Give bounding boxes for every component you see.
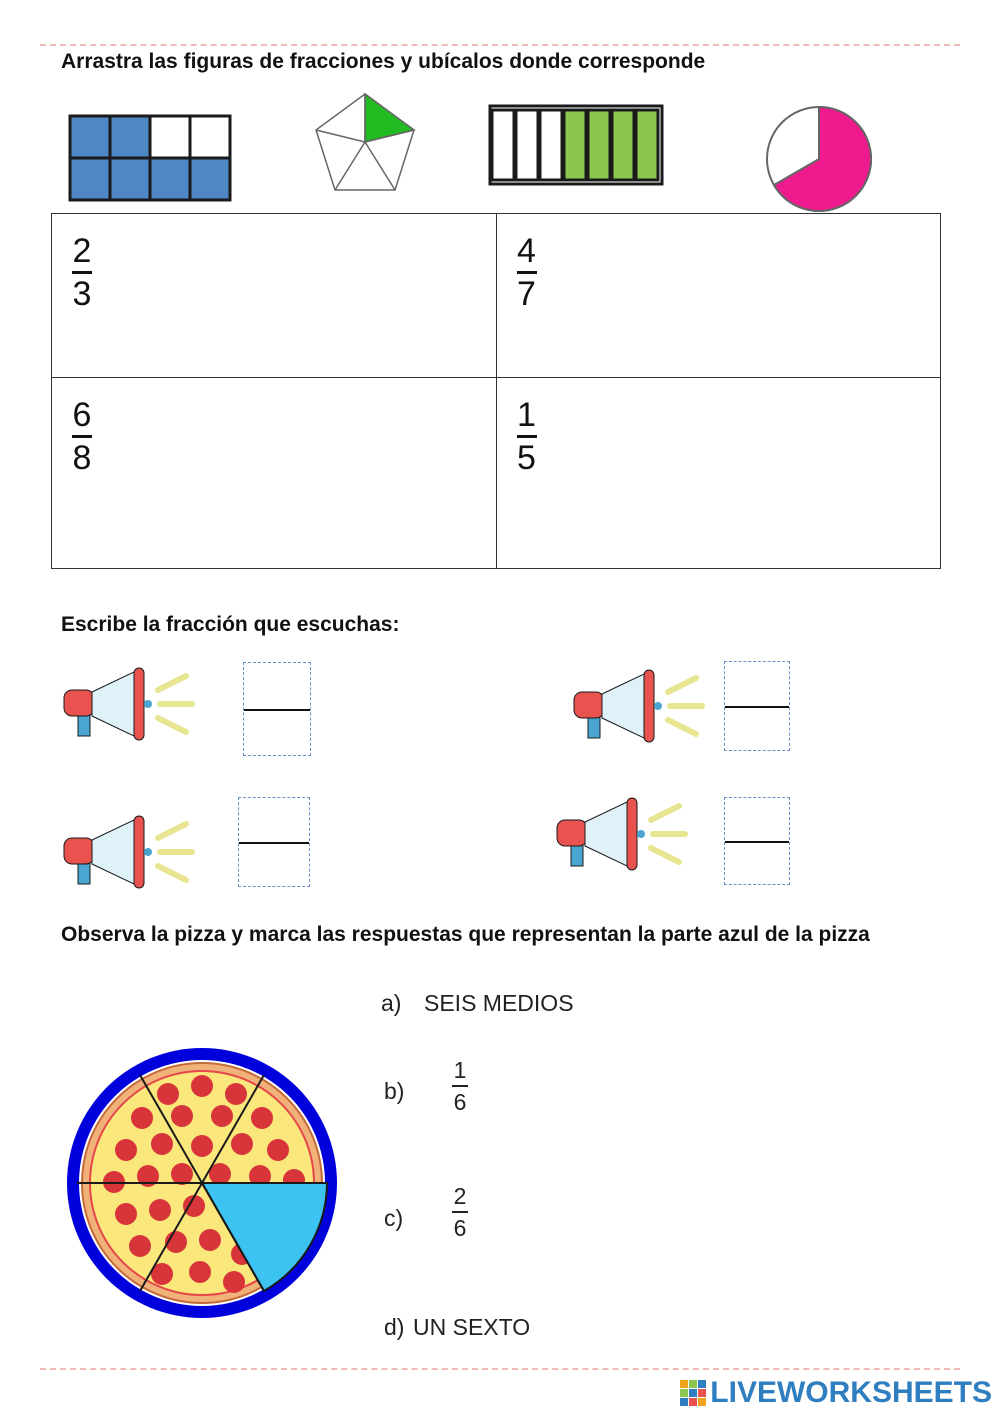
fraction-label: 6 8 bbox=[72, 396, 92, 477]
liveworksheets-logo bbox=[680, 1376, 992, 1410]
drop-cell-4-7[interactable] bbox=[496, 214, 941, 378]
option-c-label[interactable]: c) bbox=[384, 1205, 404, 1231]
option-a-label[interactable]: a) bbox=[381, 990, 402, 1016]
megaphone-icon[interactable] bbox=[555, 794, 689, 874]
answer-box-4[interactable] bbox=[724, 797, 790, 885]
pentagon-shape[interactable] bbox=[312, 90, 418, 196]
megaphone-icon[interactable] bbox=[572, 666, 706, 746]
option-c-fraction[interactable]: 2 6 bbox=[453, 1183, 467, 1241]
section1-heading: Arrastra las figuras de fracciones y ubícalos donde corresponde bbox=[61, 50, 706, 73]
pizza-image bbox=[64, 1046, 340, 1320]
fraction-label: 4 7 bbox=[517, 232, 536, 313]
fraction-drop-table bbox=[51, 213, 941, 569]
drop-cell-1-5[interactable] bbox=[496, 378, 941, 569]
circle-shape[interactable] bbox=[764, 104, 874, 214]
option-a-text[interactable]: SEIS MEDIOS bbox=[424, 990, 574, 1016]
grid-rectangle-shape[interactable] bbox=[68, 114, 232, 202]
section2-heading: Escribe la fracción que escuchas: bbox=[61, 613, 400, 636]
logo-grid-icon bbox=[680, 1380, 706, 1406]
answer-box-3[interactable] bbox=[238, 797, 310, 887]
section3-heading: Observa la pizza y marca las respuestas que representan la parte azul de la pizza bbox=[61, 923, 870, 946]
option-b-fraction[interactable]: 1 6 bbox=[453, 1057, 467, 1115]
answer-box-1[interactable] bbox=[243, 662, 311, 756]
option-d-text[interactable]: UN SEXTO bbox=[413, 1314, 531, 1340]
megaphone-icon[interactable] bbox=[62, 812, 196, 892]
bottom-divider bbox=[40, 1368, 960, 1370]
top-divider bbox=[40, 44, 960, 46]
logo-text: LIVEWORKSHEETS bbox=[710, 1376, 992, 1409]
drop-cell-6-8[interactable] bbox=[52, 378, 497, 569]
fraction-label: 2 3 bbox=[72, 232, 92, 313]
bar-strip-shape[interactable] bbox=[488, 104, 664, 186]
drop-cell-2-3[interactable] bbox=[52, 214, 497, 378]
option-b-label[interactable]: b) bbox=[384, 1078, 405, 1104]
option-d-label[interactable]: d) bbox=[384, 1314, 405, 1340]
fraction-label: 1 5 bbox=[517, 396, 536, 477]
megaphone-icon[interactable] bbox=[62, 664, 196, 744]
answer-box-2[interactable] bbox=[724, 661, 790, 751]
